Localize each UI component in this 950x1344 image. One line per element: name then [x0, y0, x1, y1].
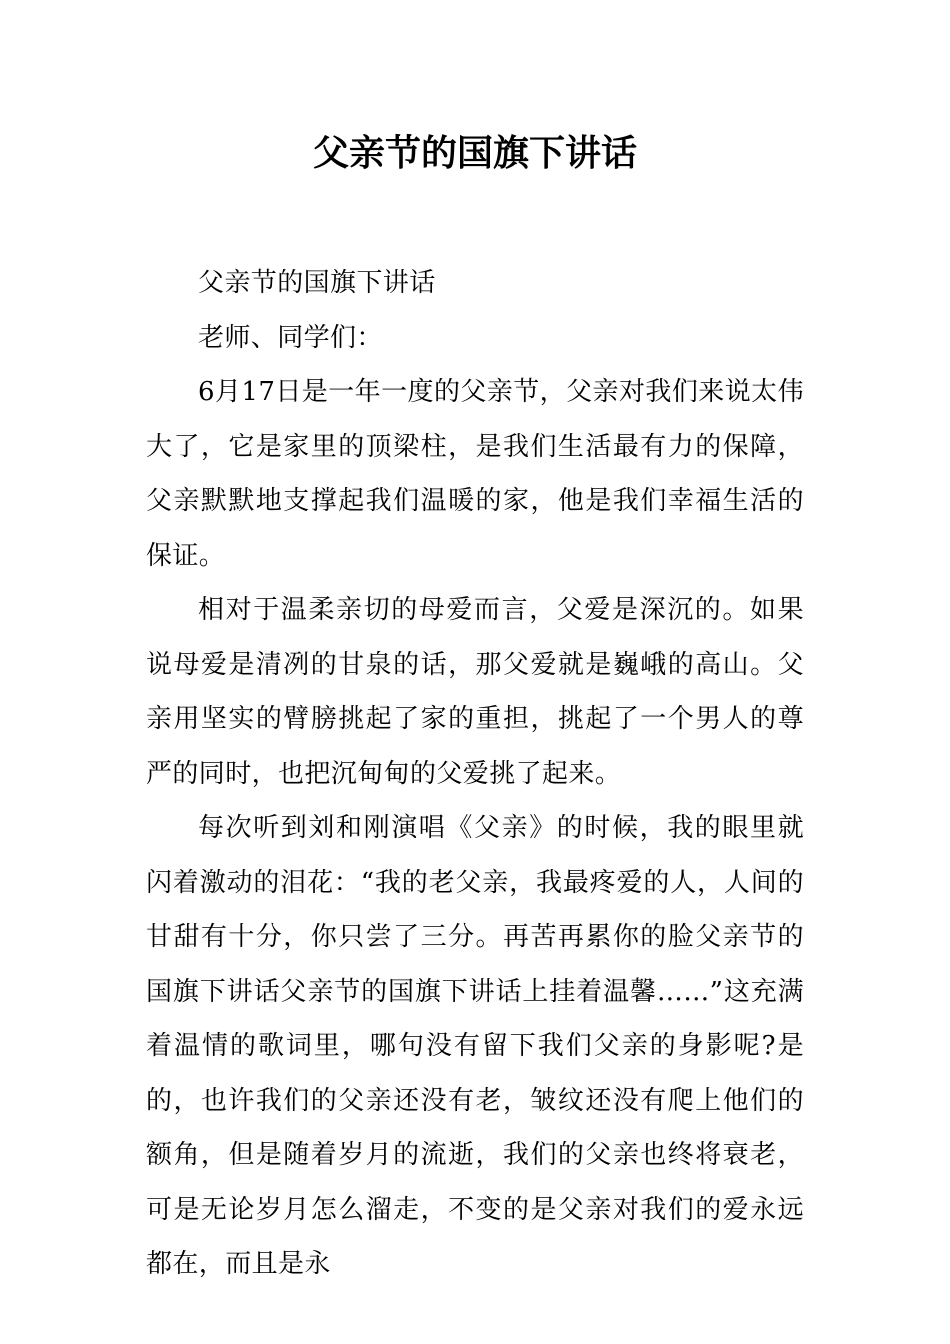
paragraph-body: 相对于温柔亲切的母爱而言，父爱是深沉的。如果说母爱是清冽的甘泉的话，那父爱就是巍峨的高山。父亲用坚实的臂膀挑起了家的重担，挑起了一个男人的尊严的同时，也把沉甸甸的父爱挑了起来。: [146, 595, 804, 789]
document-body: [146, 256, 804, 1292]
paragraph-body: 每次听到刘和刚演唱《父亲》的时候，我的眼里就闪着激动的泪花：“我的老父亲，我最疼爱的人，人间的甘甜有十分，你只尝了三分。再苦再累你的脸父亲节的国旗下讲话父亲节的国旗下讲话上挂着温馨……”这充满着温情的歌词里，哪句没有留下我们父亲的身影呢?是的，也许我们的父亲还没有老，皱纹还没有爬上他们的额角，但是随着岁月的流逝，我们的父亲也终将衰老，可是无论岁月怎么溜走，不变的是父亲对我们的爱永远都在，而且是永: [146, 813, 804, 1279]
document-title: 父亲节的国旗下讲话: [312, 132, 637, 174]
paragraph-body: 6月17日是一年一度的父亲节，父亲对我们来说太伟大了，它是家里的顶梁柱，是我们生活最有力的保障，父亲默默地支撑起我们温暖的家，他是我们幸福生活的保证。: [146, 377, 804, 571]
paragraph-subtitle: 父亲节的国旗下讲话: [198, 268, 436, 298]
paragraph-salutation: 老师、同学们：: [198, 322, 383, 353]
